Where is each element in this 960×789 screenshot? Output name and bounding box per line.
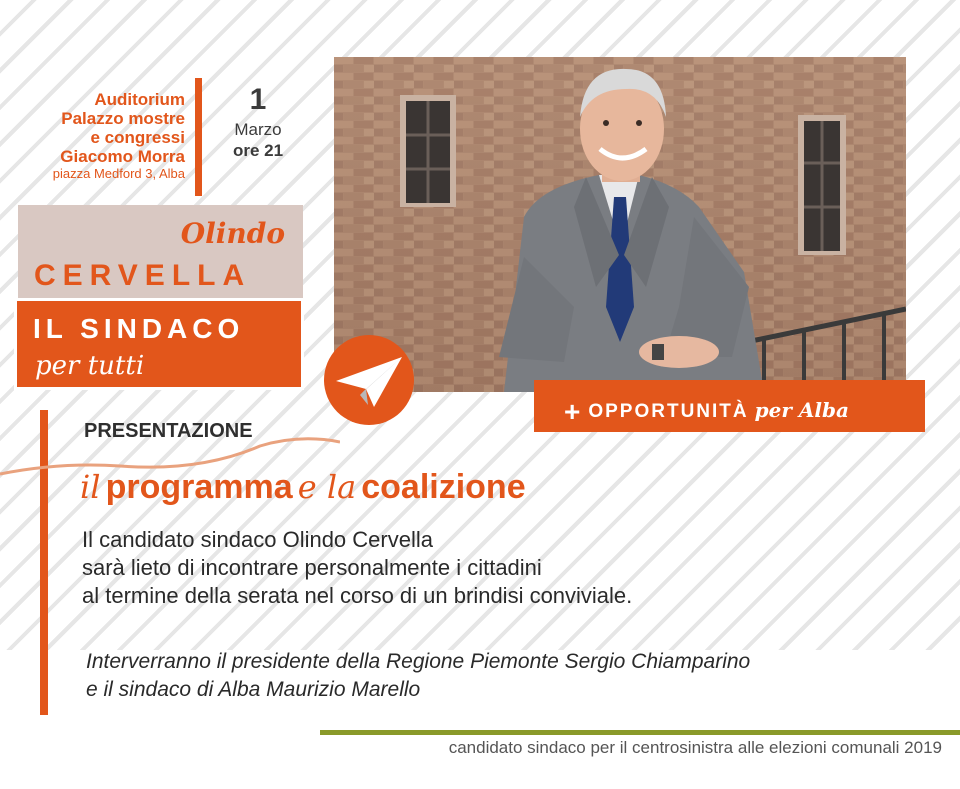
event-date [218,82,298,162]
description-line-3: al termine della serata nel corso di un brindisi conviviale. [82,583,633,608]
headline-part-1: il [80,468,101,506]
event-headline [80,468,526,507]
venue-line-3: e congressi [90,128,185,147]
candidate-first-name: Olindo [180,217,285,250]
date-hour: ore 21 [232,141,284,160]
banner-text: OPPORTUNITÀ [588,401,749,422]
venue-block [0,90,185,181]
footer-text: candidato sindaco per il centrosinistra alle elezioni comunali 2019 [448,738,942,757]
speakers-line-1: Interverranno il presidente della Regione Piemonte Sergio Chiamparino [86,650,751,673]
venue-divider [195,78,202,196]
event-label: PRESENTAZIONE [84,420,253,442]
paper-plane-icon [322,333,416,427]
description-line-2: sarà lieto di incontrare personalmente i cittadini [82,555,542,580]
venue-line-1: Auditorium [94,90,185,109]
date-month: Marzo [234,120,282,139]
candidate-name-box [18,205,303,298]
candidate-last-name: CERVELLA [34,259,252,292]
date-day: 1 [249,83,267,116]
description-line-1: Il candidato sindaco Olindo Cervella [82,527,433,552]
headline-part-3: e la [297,468,357,506]
venue-address: piazza Medford 3, Alba [52,166,185,181]
banner-suffix: per Alba [754,398,849,422]
opportunity-banner [534,380,925,432]
slogan-box [14,298,304,390]
footer-rule [320,730,960,735]
headline-part-4: coalizione [361,468,526,506]
venue-line-2: Palazzo mostre [61,109,185,128]
speakers [86,648,750,704]
event-description [82,526,632,610]
headline-part-2: programma [105,468,293,506]
slogan-line-1: IL SINDACO [33,313,245,344]
slogan-line-2: per tutti [35,351,145,381]
candidate-photo [334,57,906,392]
speakers-line-2: e il sindaco di Alba Maurizio Marello [86,678,421,701]
plus-icon: + [564,396,581,427]
venue-line-4: Giacomo Morra [60,147,185,166]
